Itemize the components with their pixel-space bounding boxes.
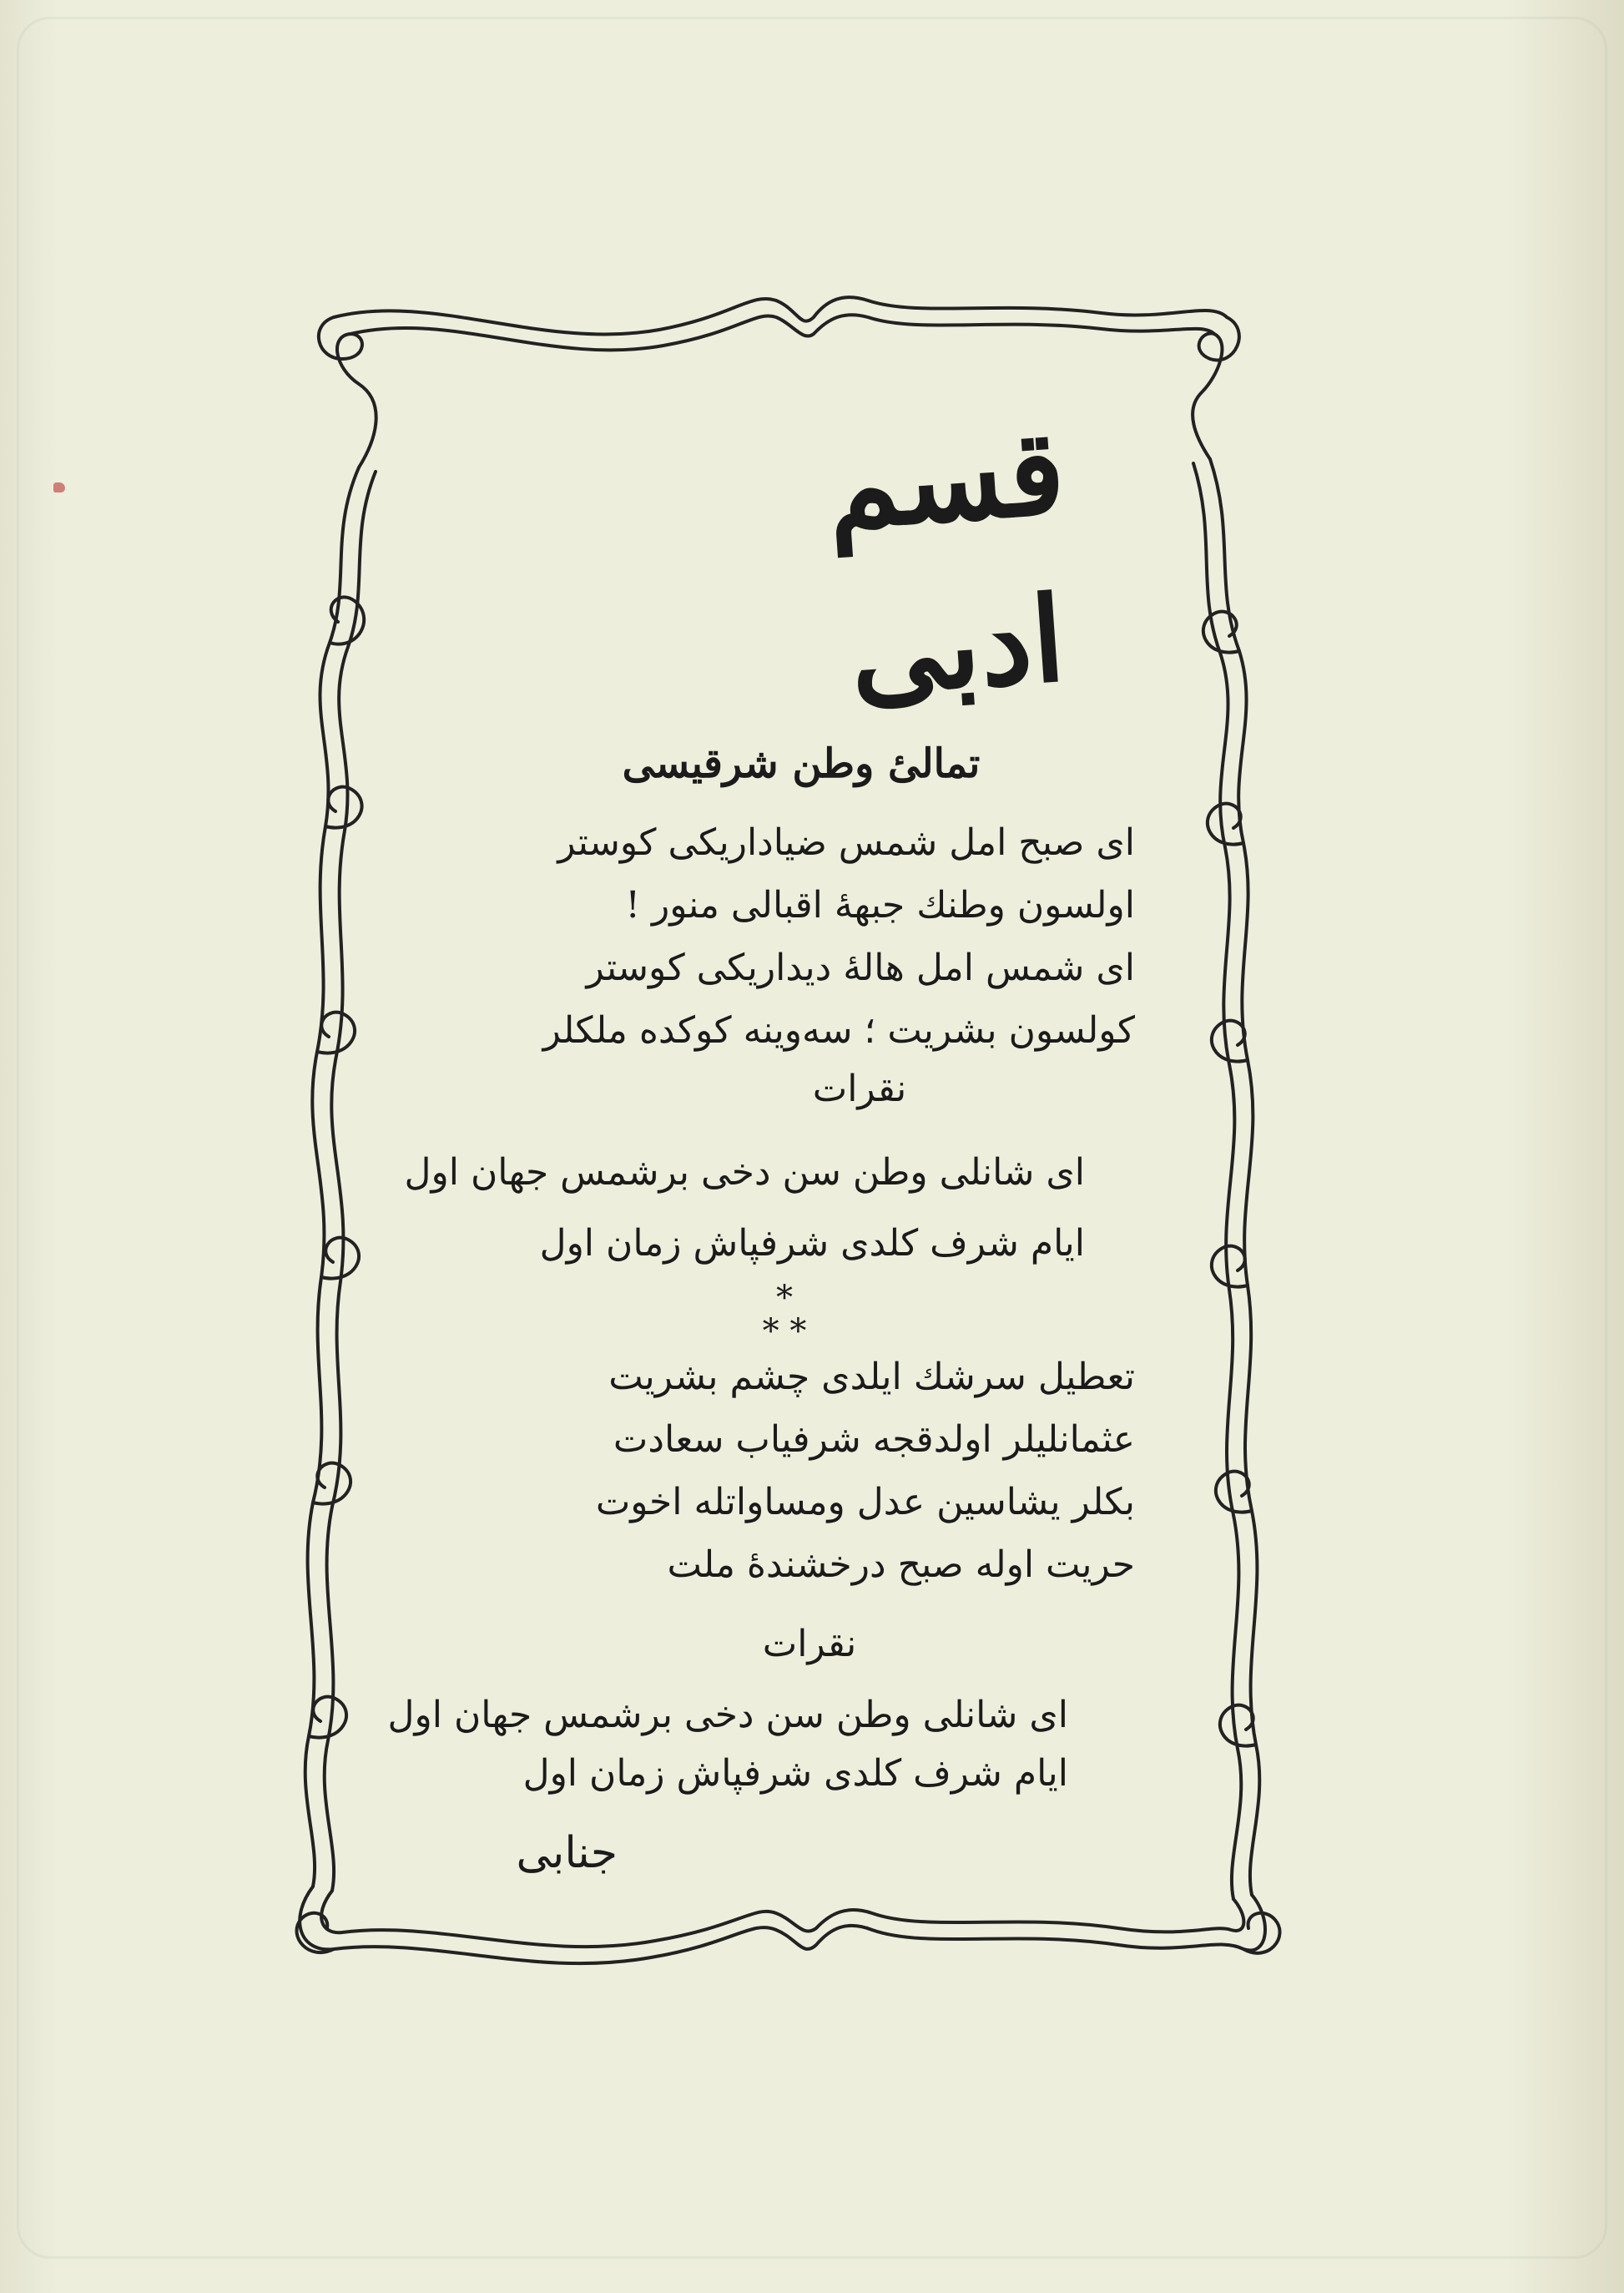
asterism-separator — [743, 1279, 826, 1351]
asterism-star: * — [776, 1279, 793, 1317]
section-heading: قسم ادبی — [822, 403, 1069, 723]
border-right-outer — [1210, 459, 1259, 1895]
verse-line: کولسون بشریت ؛ سه‌وینه کوکده ملکلر — [542, 1009, 1135, 1052]
refrain-line: ایام شرف کلدی شرفپاش زمان اول — [539, 1222, 1085, 1265]
verse-line: حریت اوله صبح درخشندۀ ملت — [667, 1543, 1135, 1586]
curl-right-2 — [1208, 804, 1243, 845]
curl-right-1 — [1203, 612, 1239, 653]
verse-line: بکلر یشاسین عدل ومساواتله اخوت — [595, 1481, 1135, 1523]
curl-right-6 — [1220, 1705, 1256, 1746]
refrain-line: ایام شرف کلدی شرفپاش زمان اول — [522, 1752, 1068, 1795]
border-right-inner — [1193, 463, 1241, 1899]
verse-line: تعطیل سرشك ایلدی چشم بشریت — [608, 1356, 1135, 1398]
corner-top-left — [319, 317, 376, 467]
refrain-label: نقرات — [762, 1623, 857, 1665]
poem-title: تمالیٔ وطن شرقیسی — [622, 740, 981, 787]
curl-right-3 — [1212, 1021, 1248, 1062]
refrain-line: ای شانلی وطن سن دخی برشمس جهان اول — [404, 1151, 1085, 1194]
refrain-line: ای شانلی وطن سن دخی برشمس جهان اول — [387, 1694, 1068, 1736]
verse-line: عثمانلیلر اولدقجه شرفیاب سعادت — [613, 1418, 1135, 1461]
corner-bottom-right — [1243, 1913, 1280, 1953]
author-signature: جنابی — [516, 1828, 618, 1878]
curl-left-1 — [330, 597, 364, 644]
border-bottom-outer — [300, 1886, 1265, 1963]
border-bottom-inner — [321, 1891, 1243, 1947]
curl-right-5 — [1216, 1472, 1252, 1513]
asterism-stars: * * — [762, 1312, 807, 1351]
refrain-label: نقرات — [812, 1068, 907, 1110]
verse-line: ای شمس امل هالۀ دیداریکی کوستر — [586, 947, 1135, 989]
verse-line: اولسون وطنك جبهۀ اقبالی منور ! — [625, 884, 1135, 927]
verse-line: ای صبح امل شمس ضیاداریکی کوستر — [557, 821, 1135, 864]
corner-top-right — [1193, 317, 1239, 459]
